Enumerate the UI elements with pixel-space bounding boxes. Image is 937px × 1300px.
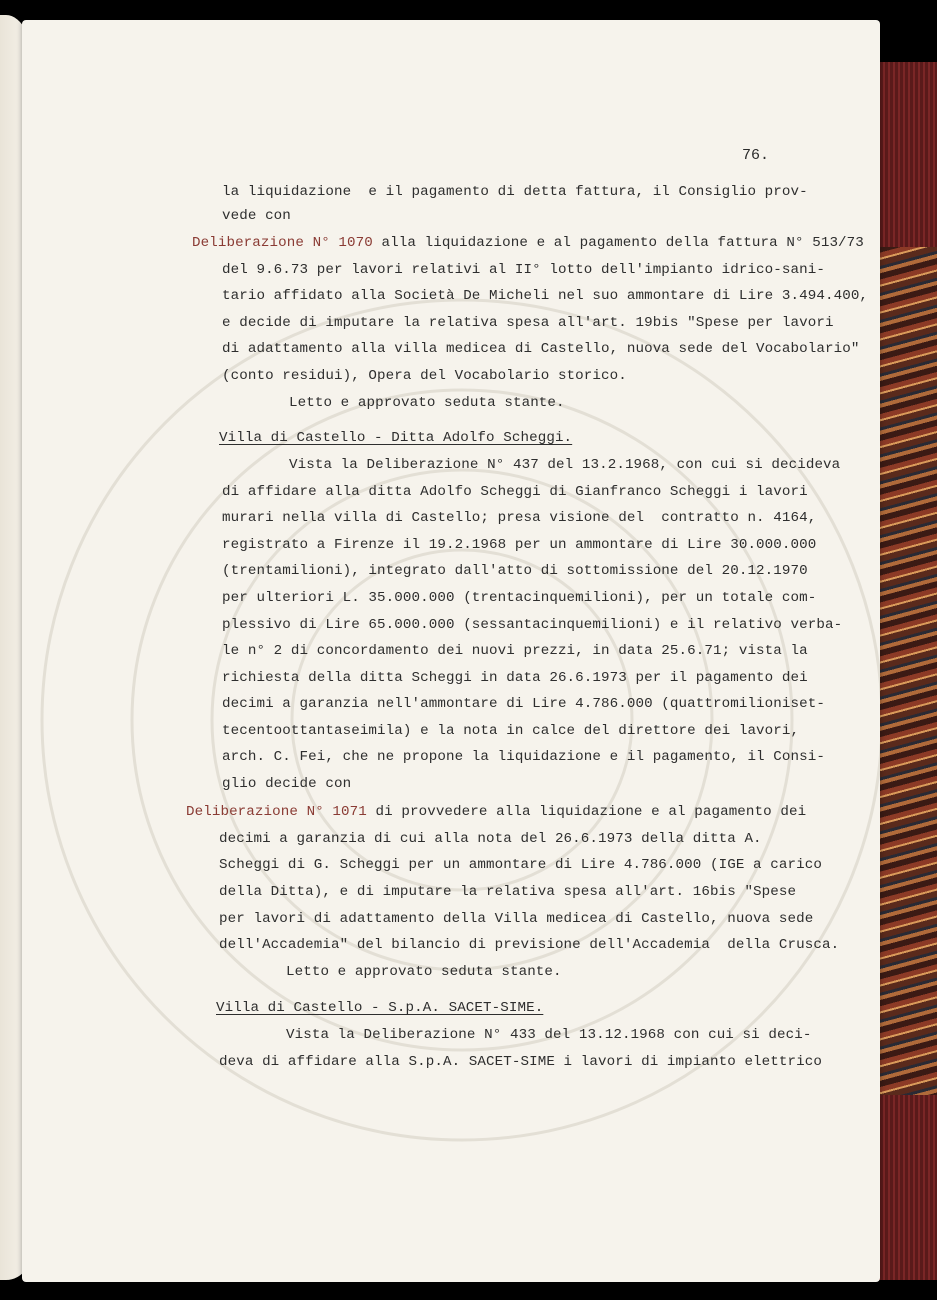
text-line: del 9.6.73 per lavori relativi al II° lotto dell'impianto idrico-sani- bbox=[222, 262, 825, 278]
text-line: per lavori di adattamento della Villa medicea di Castello, nuova sede bbox=[219, 911, 814, 927]
text-line: decimi a garanzia nell'ammontare di Lire 4.786.000 (quattromilioniset- bbox=[222, 696, 825, 712]
text-line: della Ditta), e di imputare la relativa spesa all'art. 16bis "Spese bbox=[219, 884, 797, 900]
text-line: richiesta della ditta Scheggi in data 26.6.1973 per il pagamento dei bbox=[222, 670, 808, 686]
text-line: arch. C. Fei, che ne propone la liquidazione e il pagamento, il Consi- bbox=[222, 749, 825, 765]
text-line: plessivo di Lire 65.000.000 (sessantacinquemilioni) e il relativo verba- bbox=[222, 617, 843, 633]
text-line: tecentoottantaseimila) e la nota in calce del direttore dei lavori, bbox=[222, 723, 800, 739]
text-line: di adattamento alla villa medicea di Castello, nuova sede del Vocabolario" bbox=[222, 341, 860, 357]
deliberation-number: Deliberazione N° 1070 bbox=[192, 235, 373, 251]
text-line: murari nella villa di Castello; presa visione del contratto n. 4164, bbox=[222, 510, 817, 526]
text-line: di affidare alla ditta Adolfo Scheggi di Gianfranco Scheggi i lavori bbox=[222, 484, 808, 500]
text-line: Letto e approvato seduta stante. bbox=[286, 964, 562, 980]
section-heading: Villa di Castello - Ditta Adolfo Scheggi. bbox=[219, 430, 573, 446]
text-line: Letto e approvato seduta stante. bbox=[289, 395, 565, 411]
text-line: la liquidazione e il pagamento di detta fattura, il Consiglio prov- bbox=[222, 184, 808, 200]
text-line: decimi a garanzia di cui alla nota del 26.6.1973 della ditta A. bbox=[219, 831, 762, 847]
text-line: Scheggi di G. Scheggi per un ammontare di Lire 4.786.000 (IGE a carico bbox=[219, 857, 822, 873]
deliberation-line: Deliberazione N° 1071 di provvedere alla liquidazione e al pagamento dei bbox=[186, 804, 807, 820]
text-line: le n° 2 di concordamento dei nuovi prezzi, in data 25.6.71; vista la bbox=[222, 643, 808, 659]
deliberation-number: Deliberazione N° 1071 bbox=[186, 804, 367, 820]
page-number: 76. bbox=[742, 147, 770, 164]
text-line: e decide di imputare la relativa spesa all'art. 19bis "Spese per lavori bbox=[222, 315, 834, 331]
text-line: vede con bbox=[222, 208, 291, 224]
text-line: (conto residui), Opera del Vocabolario storico. bbox=[222, 368, 627, 384]
document-page bbox=[22, 20, 880, 1282]
text-line: Vista la Deliberazione N° 437 del 13.2.1968, con cui si decideva bbox=[289, 457, 841, 473]
text-line: tario affidato alla Società De Micheli nel suo ammontare di Lire 3.494.400, bbox=[222, 288, 869, 304]
section-heading: Villa di Castello - S.p.A. SACET-SIME. bbox=[216, 1000, 544, 1016]
text-line: (trentamilioni), integrato dall'atto di sottomissione del 20.12.1970 bbox=[222, 563, 808, 579]
text-line: glio decide con bbox=[222, 776, 352, 792]
text-line: dell'Accademia" del bilancio di previsione dell'Accademia della Crusca. bbox=[219, 937, 840, 953]
text-line: Vista la Deliberazione N° 433 del 13.12.1968 con cui si deci- bbox=[286, 1027, 812, 1043]
text-line: per ulteriori L. 35.000.000 (trentacinquemilioni), per un totale com- bbox=[222, 590, 817, 606]
text-line: registrato a Firenze il 19.2.1968 per un ammontare di Lire 30.000.000 bbox=[222, 537, 817, 553]
text-line: deva di affidare alla S.p.A. SACET-SIME i lavori di impianto elettrico bbox=[219, 1054, 822, 1070]
deliberation-line: Deliberazione N° 1070 alla liquidazione e al pagamento della fattura N° 513/73 bbox=[192, 235, 864, 251]
